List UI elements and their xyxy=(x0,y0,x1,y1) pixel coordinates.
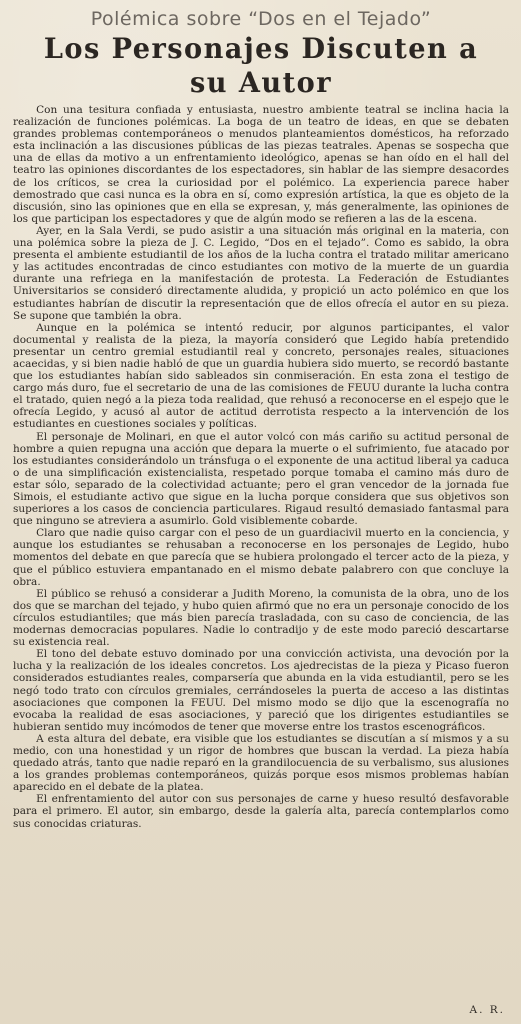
article-paragraph: El enfrentamiento del autor con sus personajes de carne y hueso resultó desfavorable para el primero. El autor, sin embargo, desde la galería alta, parecía contemplarlos como sus conocidas criaturas. xyxy=(13,793,509,830)
author-signature: A. R. xyxy=(469,1004,505,1016)
article-paragraph: A esta altura del debate, era visible que los estudiantes se discutían a sí mismos y a su medio, con una honestidad y un rigor de hombres que buscan la verdad. La pieza había quedado atrás, tanto que nadie reparó en la grandilocuencia de su verbalismo, sus alusiones a los grandes problemas contemporáneos, quizás porque esos mismos problemas habían aparecido en el debate de la platea. xyxy=(13,732,509,794)
article-paragraph: El público se rehusó a considerar a Judith Moreno, la comunista de la obra, uno de los dos que se marchan del tejado, y hubo quien afirmó que no era un personaje conocido de los círculos estudiantiles; que más bien parecía trasladada, con su caso de conciencia, de las modernas democracias populares. Nadie lo contradijo y de este modo pareció descartarse su existencia real. xyxy=(13,587,509,649)
article-paragraph: El personaje de Molinari, en que el autor volcó con más cariño su actitud personal de hombre a quien repugna una acción que depara la muerte o el sufrimiento, fue atacado por los estudiantes considerándolo un tránsfuga o el exponente de una actitud liberal ya caduca o de una simplificación existencialista, respetado porque tomaba el camino más duro de estar sólo, separado de la colectividad actuante; pero el gran vencedor de la jornada fue Simois, el estudiante activo que sigue en la lucha porque considera que sus objetivos son superiores a los casos de conciencia particulares. Rigaud resultó demasiado fantasmal para que ninguno se atreviera a asumirlo. Gold visiblemente cobarde. xyxy=(13,430,509,528)
article-paragraph: Claro que nadie quiso cargar con el peso de un guardiacivil muerto en la conciencia, y aunque los estudiantes se rehusaban a reconocerse en los personajes de Legido, hubo momentos del debate en que parecía que se hubiera prolongado el tercer acto de la pieza, y que el público estuviera empantanado en el mismo debate palabrero con que concluye la obra. xyxy=(13,527,509,588)
article-paragraph: Ayer, en la Sala Verdi, se pudo asistir a una situación más original en la materia, con una polémica sobre la pieza de J. C. Legido, “Dos en el tejado”. Como es sabido, la obra presenta el ambiente estudiantil de los años de la lucha contra el tratado militar americano y las actitudes encontradas de cinco estudiantes con motivo de la muerte de un guardia durante una refriega en la manifestación de protesta. La Federación de Estudiantes Universitarios se consideró directamente aludida, y propició un acto polémico en que los estudiantes habrían de discutir la representación que de ellos ofrecía el autor en su pieza. Se supone que también la obra. xyxy=(13,224,509,322)
article-paragraph: Con una tesitura confiada y entusiasta, nuestro ambiente teatral se inclina hacia la realización de funciones polémicas. La boga de un teatro de ideas, en que se debaten grandes problemas contemporáneos o menudos planteamientos domésticos, ha reforzado esta inclinación a las discusiones públicas de las piezas teatrales. Apenas se sospecha que una de ellas da motivo a un enfrentamiento ideológico, apenas se han oído en el hall del teatro las opiniones discordantes de los espectadores, sin hablar de las siempre desacordes de los críticos, se crea la curiosidad por el polémico. La experiencia parece haber demostrado que casi nunca es la obra en sí, como expresión artística, la que es objeto de la discusión, sino las opiniones que en ella se expresan, y, más generalmente, las opiniones de los que participan los espectadores y que de algún modo se refieren a las de la escena. xyxy=(13,104,509,225)
article-headline: Los Personajes Discuten a su Autor xyxy=(43,32,479,99)
article-paragraph: Aunque en la polémica se intentó reducir, por algunos participantes, el valor documental y realista de la pieza, la mayoría consideró que Legido había pretendido presentar un centro gremial estudiantil real y concreto, personajes reales, situaciones acaecidas, y si bien nadie habló de que un guardia hubiera sido muerto, se recordó bastante que los estudiantes habían sido sableados sin conmiseración. En esta zona el testigo de cargo más duro, fue el secretario de una de las comisiones de FEUU durante la lucha contra el tratado, quien negó a la pieza toda realidad, que rehusó a reconocerse en el espejo que le ofrecía Legido, y acusó al autor de actitud derrotista respecto a la intervención de los estudiantes en cuestiones sociales y políticas. xyxy=(13,321,509,431)
article-paragraph: El tono del debate estuvo dominado por una convicción activista, una devoción por la lucha y la realización de los ideales concretos. Los ajedrecistas de la pieza y Picaso fueron considerados estudiantes reales, comparsería que abunda en la vida estudiantil, pero se les negó todo trato con círculos gremiales, cerrándoseles la puerta de acceso a las distintas asociaciones que componen la FEUU. Del mismo modo se dijo que la escenografía no evocaba la realidad de esas asociaciones, y pareció que los dirigentes estudiantiles se hubieran sentido muy incómodos de tener que moverse entre los trastos escenográficos. xyxy=(13,648,509,733)
article-kicker: Polémica sobre “Dos en el Tejado” xyxy=(90,8,432,30)
article-body xyxy=(13,104,509,830)
